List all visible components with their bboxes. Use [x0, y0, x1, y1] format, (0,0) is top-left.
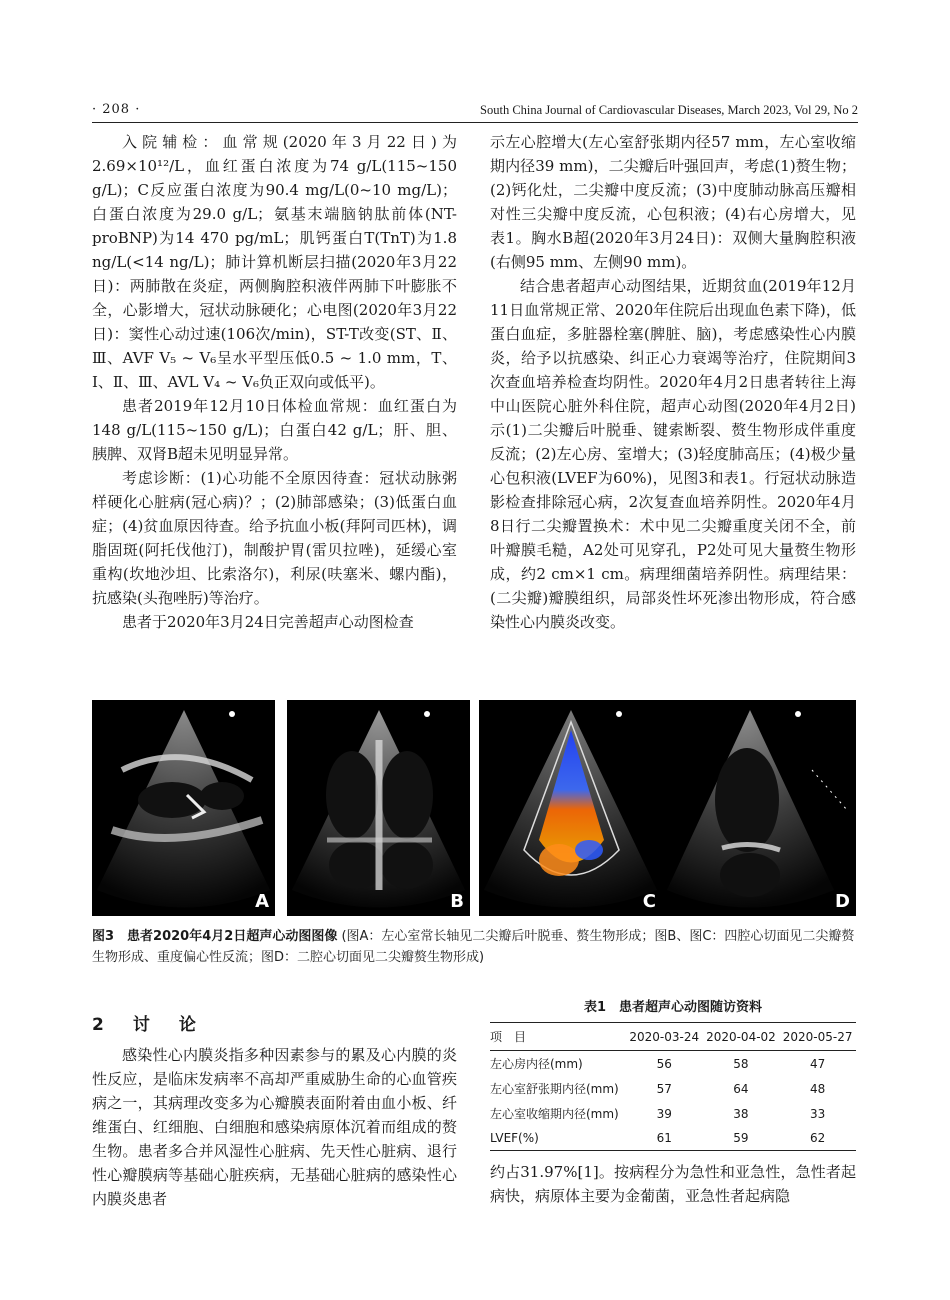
right-column-bottom — [490, 1160, 856, 1208]
table-cell: 61 — [626, 1126, 703, 1151]
table-row — [490, 1076, 856, 1101]
echo-image-d — [662, 700, 856, 916]
figure-3-caption — [92, 926, 856, 968]
table-cell: 62 — [779, 1126, 856, 1151]
figure-caption-label: 图3 患者2020年4月2日超声心动图图像 — [92, 929, 338, 944]
table-header-date-2: 2020-04-02 — [703, 1023, 780, 1051]
table-cell: 57 — [656, 1081, 672, 1096]
figure-3-images — [92, 700, 856, 916]
table-cell: 左心室舒张期内径(mm) — [490, 1082, 619, 1096]
paragraph-diagnosis: 考虑诊断：(1)心功能不全原因待查：冠状动脉粥样硬化心脏病(冠心病)？；(2)肺部感染；(3)低蛋白血症；(4)贫血原因待查。给予抗血小板(拜阿司匹林)，调脂固斑(阿托伐他汀)，制酸护胃(雷贝拉唑)，延缓心室重构(坎地沙坦、比索洛尔)，利尿(呋塞米、螺内酯)，抗感染(头孢唑肟)等治疗。 — [92, 469, 457, 607]
table-cell: 58 — [733, 1056, 749, 1071]
running-header — [92, 100, 858, 123]
left-column-bottom — [92, 1043, 457, 1211]
table-cell: 33 — [810, 1106, 826, 1121]
paragraph-echo-findings: 示左心腔增大(左心室舒张期内径57 mm，左心室收缩期内径39 mm)，二尖瓣后叶强回声，考虑(1)赘生物；(2)钙化灶，二尖瓣中度反流；(3)中度肺动脉高压瓣相对性三尖瓣中度反流，心包积液；(4)右心房增大，见表1。胸水B超(2020年3月24日)：双侧大量胸腔积液(右侧95 mm、左侧90 mm)。 — [490, 133, 856, 271]
figure-caption-description: (图A：左心室常长轴见二尖瓣后叶脱垂、赘生物形成；图B、图C：四腔心切面见二尖瓣赘生物形成、重度偏心性反流；图D：二腔心切面见二尖瓣赘生物形成) — [92, 929, 855, 965]
table-cell: 47 — [810, 1056, 826, 1071]
panel-label-b: B — [450, 891, 464, 912]
table-cell: LVEF(%) — [490, 1126, 626, 1151]
echo-image-b — [287, 700, 470, 916]
echo-panel-b — [287, 700, 470, 916]
table-cell: 64 — [733, 1081, 749, 1096]
table-1-caption: 表1 患者超声心动图随访资料 — [583, 1000, 763, 1015]
paragraph-admission-tests: 入院辅检：血常规(2020年3月22日)为2.69×10¹²/L，血红蛋白浓度为74 g/L(115~150 g/L)；C反应蛋白浓度为90.4 mg/L(0~10 mg/L)；白蛋白浓度为29.0 g/L；氨基末端脑钠肽前体(NT-proBNP)为14 470 pg/mL；肌钙蛋白T(TnT)为1.8 ng/L(<14 ng/L)；肺计算机断层扫描(2020年3月22日)：两肺散在炎症，两侧胸腔积液伴两肺下叶膨胀不全，心影增大，冠状动脉硬化；心电图(2020年3月22日)：窦性心动过速(106次/min)，ST-T改变(ST、Ⅱ、Ⅲ、AVF V₅ ~ V₆呈水平型压低0.5 ~ 1.0 mm，T、Ⅰ、Ⅱ、Ⅲ、AVL V₄ ~ V₆负正双向或低平)。 — [92, 133, 457, 391]
table-cell: 左心房内径(mm) — [490, 1057, 583, 1071]
panel-label-a: A — [255, 891, 269, 912]
echo-panel-c — [479, 700, 662, 916]
table-row — [490, 1126, 856, 1151]
paragraph-checkup: 患者2019年12月10日体检血常规：血红蛋白为148 g/L(115~150 g/L)；白蛋白42 g/L；肝、胆、胰脾、双肾B超未见明显异常。 — [92, 397, 457, 463]
table-header-date-3: 2020-05-27 — [779, 1023, 856, 1051]
table-cell: 59 — [703, 1126, 780, 1151]
table-header-item: 项 目 — [490, 1023, 626, 1051]
table-cell: 38 — [733, 1106, 749, 1121]
paragraph-discussion-cont: 约占31.97%[1]。按病程分为急性和亚急性，急性者起病快，病原体主要为金葡菌，亚急性者起病隐 — [490, 1163, 856, 1205]
right-column-top — [490, 130, 856, 634]
paragraph-discussion: 感染性心内膜炎指多种因素参与的累及心内膜的炎性反应，是临床发病率不高却严重威胁生命的心血管疾病之一，其病理改变多为心瓣膜表面附着由血小板、纤维蛋白、红细胞、白细胞和感染病原体沉着而组成的赘生物。患者多合并风湿性心脏病、先天性心脏病、退行性心瓣膜病等基础心脏疾病，无基础心脏病的感染性心内膜炎患者 — [92, 1046, 457, 1208]
table-header-row — [490, 1023, 856, 1051]
paragraph-echo-intro: 患者于2020年3月24日完善超声心动图检查 — [122, 613, 414, 631]
table-row — [490, 1051, 856, 1077]
table-cell: 56 — [656, 1056, 672, 1071]
echo-image-c — [479, 700, 662, 916]
panel-label-c: C — [642, 891, 656, 912]
table-cell: 左心室收缩期内径(mm) — [490, 1107, 619, 1121]
table-1 — [490, 1022, 856, 1151]
section-heading-discussion: 2 讨 论 — [92, 1015, 202, 1035]
table-cell: 48 — [810, 1081, 826, 1096]
table-row — [490, 1101, 856, 1126]
panel-label-d: D — [835, 891, 850, 912]
echo-image-a — [92, 700, 275, 916]
paragraph-course: 结合患者超声心动图结果，近期贫血(2019年12月11日血常规正常、2020年住院后出现血色素下降)，低蛋白血症，多脏器栓塞(脾脏、脑)，考虑感染性心内膜炎，给予以抗感染、纠正心力衰竭等治疗，住院期间3次查血培养检查均阴性。2020年4月2日患者转往上海中山医院心脏外科住院，超声心动图(2020年4月2日)示(1)二尖瓣后叶脱垂、键索断裂、赘生物形成伴重度反流；(2)左心房、室增大；(3)轻度肺高压；(4)极少量心包积液(LVEF为60%)，见图3和表1。行冠状动脉造影检查排除冠心病，2次复查血培养阴性。2020年4月8日行二尖瓣置换术：术中见二尖瓣重度关闭不全，前叶瓣膜毛糙，A2处可见穿孔，P2处可见大量赘生物形成，约2 cm×1 cm。病理细菌培养阴性。病理结果：(二尖瓣)瓣膜组织，局部炎性坏死渗出物形成，符合感染性心内膜炎改变。 — [490, 277, 856, 631]
left-column-top — [92, 130, 457, 634]
table-cell: 39 — [656, 1106, 672, 1121]
table-header-date-1: 2020-03-24 — [626, 1023, 703, 1051]
journal-citation: South China Journal of Cardiovascular Diseases, March 2023, Vol 29, No 2 — [480, 103, 858, 117]
echo-panel-a — [92, 700, 275, 916]
page-number: · 208 · — [92, 102, 141, 117]
echo-panel-d — [662, 700, 856, 916]
